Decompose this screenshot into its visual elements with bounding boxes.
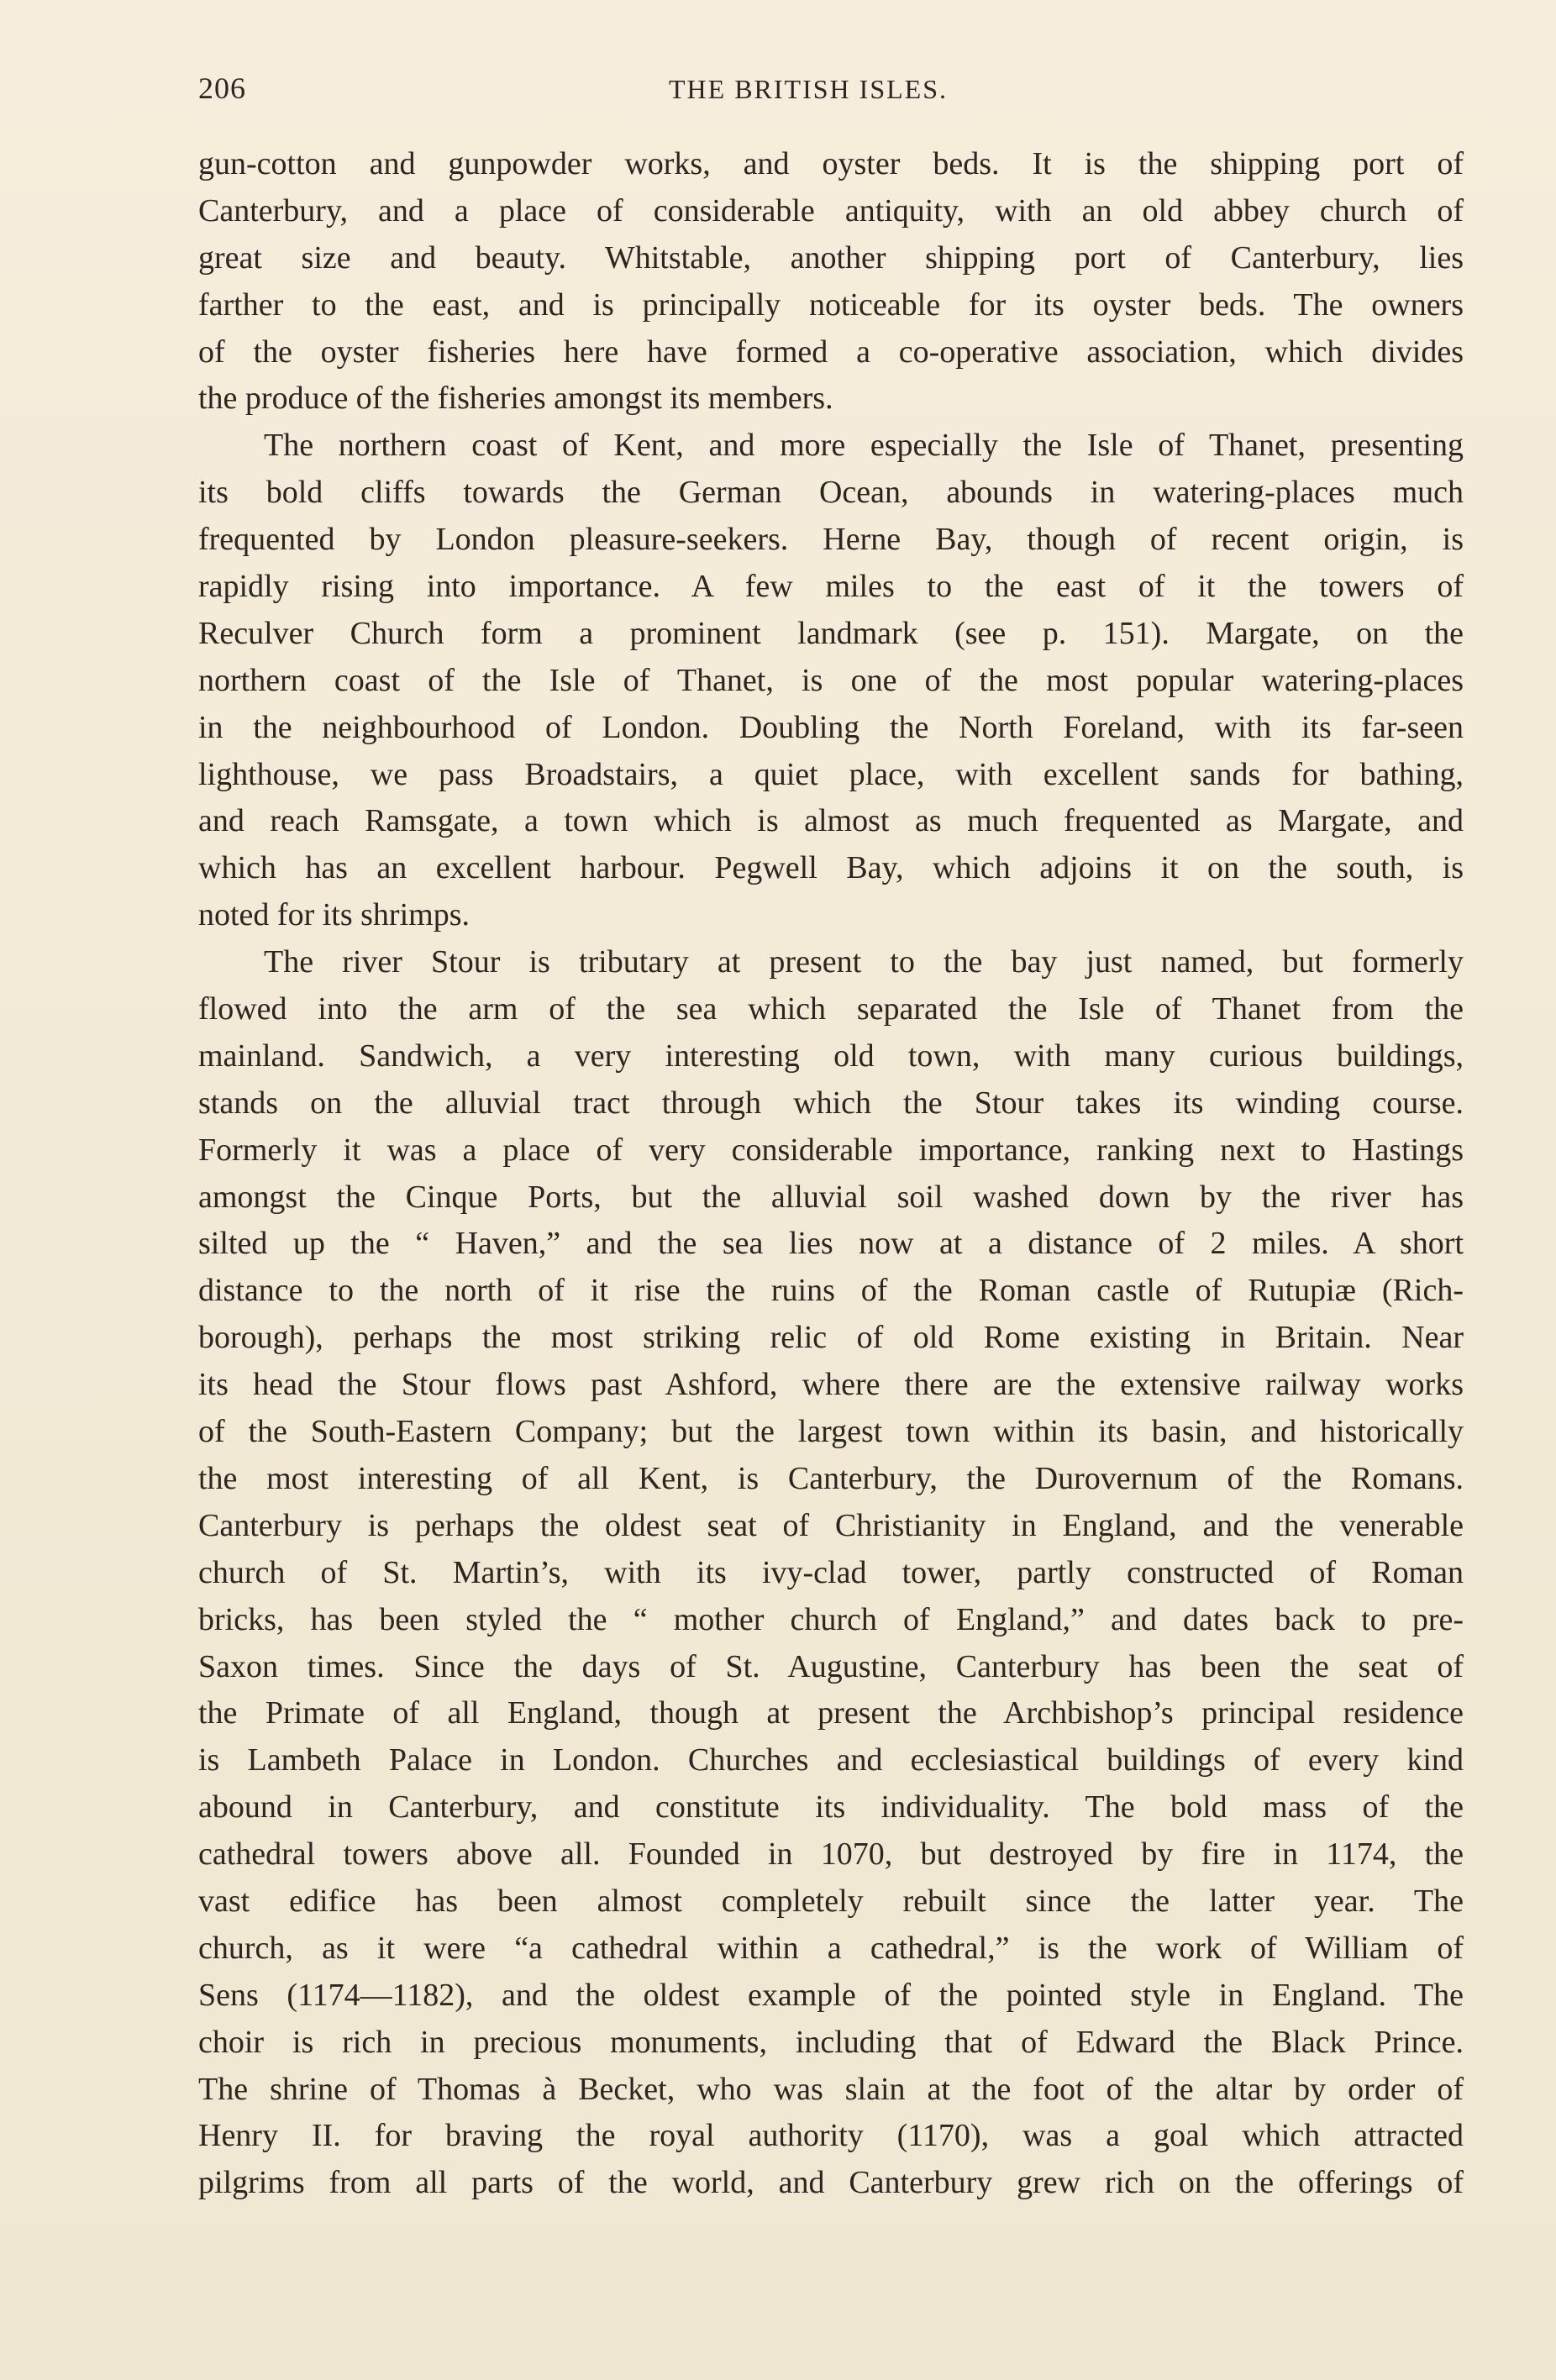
text-line: frequented by London pleasure-seekers. Herne Bay, though of recent origin, is <box>198 522 1464 558</box>
text-line: noted for its shrimps. <box>198 897 470 933</box>
text-line: The river Stour is tributary at present to the bay just named, but formerly <box>264 944 1464 980</box>
text-line: and reach Ramsgate, a town which is almost as much frequented as Margate, and <box>198 803 1464 839</box>
text-line: amongst the Cinque Ports, but the alluvial soil washed down by the river has <box>198 1179 1464 1215</box>
text-line: abound in Canterbury, and constitute its individuality. The bold mass of the <box>198 1789 1464 1826</box>
page-number: 206 <box>198 71 246 105</box>
text-line: vast edifice has been almost completely rebuilt since the latter year. The <box>198 1883 1464 1919</box>
text-line: The shrine of Thomas à Becket, who was slain at the foot of the altar by order of <box>198 2071 1464 2107</box>
text-line: mainland. Sandwich, a very interesting old town, with many curious buildings, <box>198 1038 1464 1074</box>
text-line: in the neighbourhood of London. Doubling the North Foreland, with its far-seen <box>198 709 1464 745</box>
running-head <box>198 71 1459 121</box>
text-line: stands on the alluvial tract through which the Stour takes its winding course. <box>198 1085 1464 1121</box>
text-line: Canterbury is perhaps the oldest seat of Christianity in England, and the venerable <box>198 1507 1464 1543</box>
text-line: bricks, has been styled the “ mother church of England,” and dates back to pre- <box>198 1601 1464 1637</box>
text-line: of the oyster fisheries here have formed a co-operative association, which divides <box>198 334 1464 370</box>
text-line: Sens (1174—1182), and the oldest example of the pointed style in England. The <box>198 1977 1464 2013</box>
text-line: lighthouse, we pass Broadstairs, a quiet place, with excellent sands for bathing, <box>198 756 1464 792</box>
text-line: silted up the “ Haven,” and the sea lies now at a distance of 2 miles. A short <box>198 1226 1464 1262</box>
text-line: church of St. Martin’s, with its ivy-clad tower, partly constructed of Roman <box>198 1554 1464 1590</box>
text-line: of the South-Eastern Company; but the largest town within its basin, and historically <box>198 1414 1464 1450</box>
text-line: Henry II. for braving the royal authority (1170), was a goal which attracted <box>198 2118 1464 2154</box>
text-line: distance to the north of it rise the ruins of the Roman castle of Rutupiæ (Rich- <box>198 1273 1464 1309</box>
text-line: borough), perhaps the most striking relic of old Rome existing in Britain. Near <box>198 1320 1464 1356</box>
text-line: Canterbury, and a place of considerable antiquity, with an old abbey church of <box>198 192 1464 229</box>
text-line: church, as it were “a cathedral within a cathedral,” is the work of William of <box>198 1930 1464 1966</box>
text-line: which has an excellent harbour. Pegwell Bay, which adjoins it on the south, is <box>198 850 1464 886</box>
text-line: the most interesting of all Kent, is Canterbury, the Durovernum of the Romans. <box>198 1460 1464 1496</box>
text-line: flowed into the arm of the sea which separated the Isle of Thanet from the <box>198 991 1464 1027</box>
text-line: Reculver Church form a prominent landmark (see p. 151). Margate, on the <box>198 615 1464 651</box>
text-line: Saxon times. Since the days of St. Augustine, Canterbury has been the seat of <box>198 1648 1464 1684</box>
text-line: the produce of the fisheries amongst its members. <box>198 381 833 417</box>
text-line: The northern coast of Kent, and more especially the Isle of Thanet, presenting <box>264 428 1464 464</box>
text-line: its head the Stour flows past Ashford, where there are the extensive railway works <box>198 1367 1464 1403</box>
text-line: northern coast of the Isle of Thanet, is one of the most popular watering-places <box>198 662 1464 698</box>
text-line: its bold cliffs towards the German Ocean, abounds in watering-places much <box>198 475 1464 511</box>
text-line: farther to the east, and is principally noticeable for its oyster beds. The owners <box>198 286 1464 323</box>
text-line: Formerly it was a place of very considerable importance, ranking next to Hastings <box>198 1132 1464 1168</box>
text-line: pilgrims from all parts of the world, and Canterbury grew rich on the offerings of <box>198 2165 1464 2201</box>
text-line: choir is rich in precious monuments, including that of Edward the Black Prince. <box>198 2024 1464 2060</box>
running-title: THE BRITISH ISLES. <box>669 74 948 104</box>
text-line: cathedral towers above all. Founded in 1070, but destroyed by fire in 1174, the <box>198 1836 1464 1873</box>
text-line: gun-cotton and gunpowder works, and oyster beds. It is the shipping port of <box>198 146 1464 181</box>
text-line: rapidly rising into importance. A few miles to the east of it the towers of <box>198 569 1464 605</box>
text-line: the Primate of all England, though at present the Archbishop’s principal residence <box>198 1695 1464 1731</box>
text-line: great size and beauty. Whitstable, another shipping port of Canterbury, lies <box>198 239 1464 276</box>
body-text <box>198 141 1464 2207</box>
text-line: is Lambeth Palace in London. Churches and ecclesiastical buildings of every kind <box>198 1742 1464 1778</box>
